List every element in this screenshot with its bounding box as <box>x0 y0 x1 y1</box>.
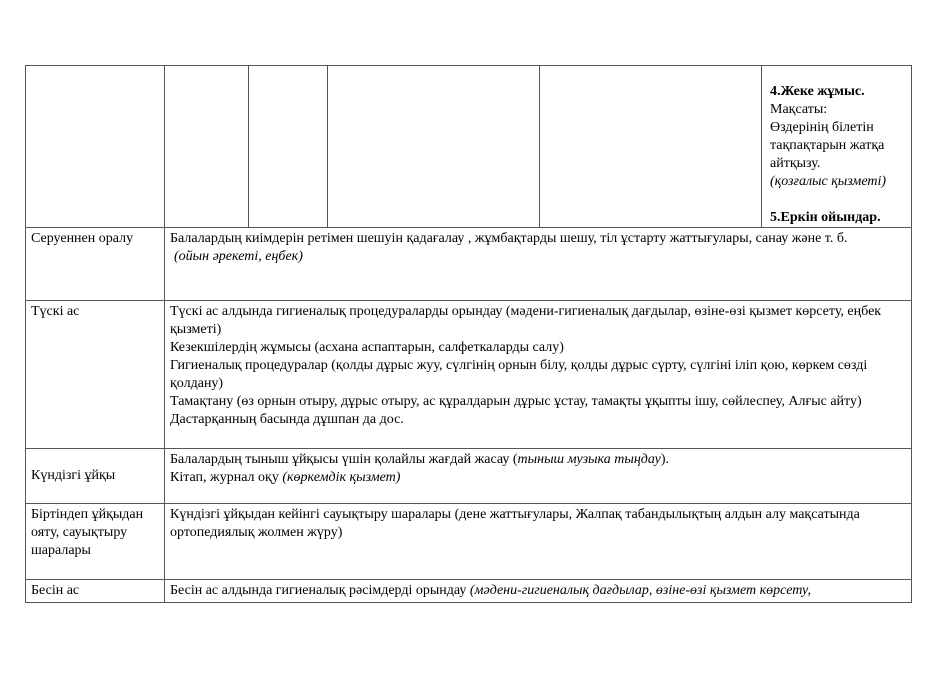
table-row-activities <box>26 66 912 228</box>
table-row <box>26 504 912 580</box>
table-row <box>26 228 912 301</box>
row-italic: (көркемдік қызмет) <box>282 470 401 485</box>
row-text: Балалардың тыныш ұйқысы үшін қолайлы жағдай жасау ( <box>170 452 518 467</box>
row-content: Күндізгі ұйқыдан кейінгі сауықтыру шаралары (дене жаттығулары, Жалпақ табандылықтың алдын алу мақсатында ортопедиялық жолмен жүру) <box>165 504 912 580</box>
row-content <box>165 228 912 301</box>
item4-goal-text: Өздерінің білетін тақпақтарын жатқа айтқызу. <box>770 120 885 171</box>
item4-goal-label: Мақсаты: <box>770 102 828 117</box>
individual-work-cell <box>762 66 912 228</box>
row-line: Кезекшілердің жұмысы (асхана аспаптарын, салфеткаларды салу) <box>170 340 564 355</box>
item4-title: 4.Жеке жұмыс. <box>770 84 865 99</box>
row-content <box>165 580 912 603</box>
daily-schedule-table <box>25 65 912 603</box>
row-text-end: ). <box>660 452 670 467</box>
row-line: Дастарқанның басында дұшпан да дос. <box>170 412 404 427</box>
item4-activity: (қозғалыс қызметі) <box>770 174 887 189</box>
table-row <box>26 301 912 449</box>
row-label: Серуеннен оралу <box>26 228 165 301</box>
row-note: (ойын әрекеті, еңбек) <box>174 249 303 264</box>
row-text: Балалардың киімдерін ретімен шешуін қадағалау , жұмбақтарды шешу, тіл ұстарту жаттығулары, санау және т. б. <box>170 231 848 246</box>
row-line: Түскі ас алдында гигиеналық процедураларды орындау (мәдени-гигиеналық дағдылар, өзіне-өзі қызмет көрсету, еңбек қызметі) <box>170 304 882 337</box>
row-label: Бесін ас <box>26 580 165 603</box>
row-text: Бесін ас алдында гигиеналық рәсімдерді орындау <box>170 583 470 598</box>
row-line: Тамақтану (өз орнын отыру, дұрыс отыру, ас құралдарын дұрыс ұстау, тамақты ұқыпты ішу, сөйлеспеу, Алғыс айту) <box>170 394 862 409</box>
table-row <box>26 580 912 603</box>
item5-title: 5.Еркін ойындар. <box>770 210 881 225</box>
empty-cell <box>249 66 328 228</box>
row-line <box>170 451 906 469</box>
row-label: Біртіндеп ұйқыдан ояту, сауықтыру шаралары <box>26 504 165 580</box>
row-label: Күндізгі ұйқы <box>26 449 165 504</box>
table-row <box>26 449 912 504</box>
row-label: Түскі ас <box>26 301 165 449</box>
empty-cell <box>328 66 540 228</box>
row-content <box>165 301 912 449</box>
spacer <box>770 191 906 209</box>
row-line <box>170 469 906 487</box>
row-text: Кітап, журнал оқу <box>170 470 283 485</box>
empty-cell <box>26 66 165 228</box>
empty-cell <box>165 66 249 228</box>
row-italic: (мәдени-гигиеналық дағдылар, өзіне-өзі қызмет көрсету, <box>469 583 812 598</box>
row-line: Гигиеналық процедуралар (қолды дұрыс жуу, сүлгінің орнын білу, қолды дұрыс сүрту, сүлгіні іліп қою, көркем сөзді қолдану) <box>170 358 868 391</box>
empty-cell <box>540 66 762 228</box>
row-italic: тыныш музыка тыңдау <box>517 452 661 467</box>
row-content <box>165 449 912 504</box>
